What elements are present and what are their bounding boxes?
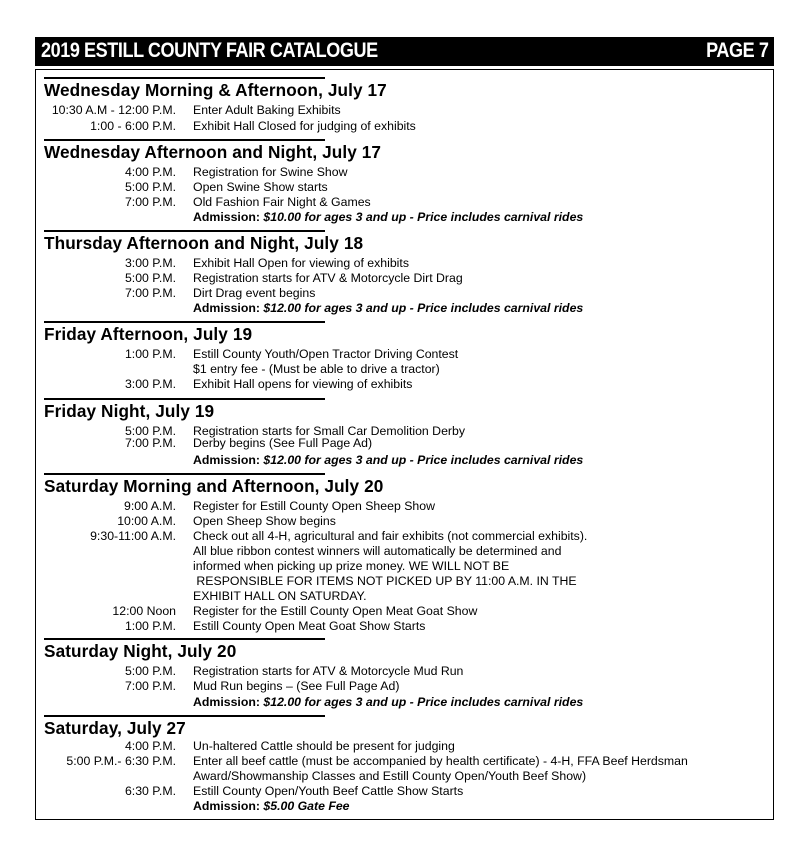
row-description: Estill County Youth/Open Tractor Driving Contest [193,347,459,361]
admission-label: Admission: [193,799,260,813]
admission-label: Admission: [193,453,260,467]
row-description: Old Fashion Fair Night & Games [193,195,371,209]
page-number: PAGE 7 [705,39,768,62]
row-time: 4:00 P.M. [124,165,176,179]
row-description: Open Swine Show starts [193,180,328,194]
section-divider [44,139,325,141]
row-description: Registration starts for Small Car Demolition Derby [193,424,465,438]
row-time: 3:00 P.M. [124,377,176,391]
row-description: Exhibit Hall opens for viewing of exhibits [193,377,413,391]
section-heading: Wednesday Morning & Afternoon, July 17 [44,80,387,100]
section-divider [44,715,325,717]
row-description: Check out all 4-H, agricultural and fair exhibits (not commercial exhibits). [193,529,588,543]
row-description: Un-haltered Cattle should be present for judging [193,739,455,753]
row-description: RESPONSIBLE FOR ITEMS NOT PICKED UP BY 11:00 A.M. IN THE [193,574,577,588]
row-description: Estill County Open Meat Goat Show Starts [193,619,426,633]
section-heading: Saturday Morning and Afternoon, July 20 [44,476,384,496]
row-description: Award/Showmanship Classes and Estill County Open/Youth Beef Show) [193,769,587,783]
row-description: informed when picking up prize money. WE WILL NOT BE [193,559,510,573]
row-time: 5:00 P.M. [124,424,176,438]
section-divider [44,473,325,475]
section-divider [44,321,325,323]
row-description: All blue ribbon contest winners will automatically be determined and [193,544,562,558]
row-description: EXHIBIT HALL ON SATURDAY. [193,589,367,603]
section-divider [44,230,325,232]
row-time: 6:30 P.M. [124,784,176,798]
row-description: Exhibit Hall Open for viewing of exhibits [193,256,409,270]
admission-label: Admission: [193,210,260,224]
admission-price: $10.00 for ages 3 and up - Price includes carnival rides [263,210,584,224]
row-description: Derby begins (See Full Page Ad) [193,436,373,450]
section-divider [44,77,325,79]
row-time: 7:00 P.M. [124,679,176,693]
admission-price: $12.00 for ages 3 and up - Price includes carnival rides [263,453,584,467]
row-time: 5:00 P.M.- 6:30 P.M. [66,754,176,768]
admission-label: Admission: [193,301,260,315]
section-heading: Friday Night, July 19 [44,401,215,421]
row-time: 5:00 P.M. [124,664,176,678]
row-time: 1:00 - 6:00 P.M. [90,119,176,133]
row-time: 9:00 A.M. [124,499,176,513]
row-time: 1:00 P.M. [124,619,176,633]
admission-price: $5.00 Gate Fee [263,799,350,813]
row-description: Exhibit Hall Closed for judging of exhibits [193,119,416,133]
row-description: Registration for Swine Show [193,165,348,179]
row-description: Enter Adult Baking Exhibits [193,103,341,117]
row-description: Open Sheep Show begins [193,514,336,528]
row-time: 5:00 P.M. [124,180,176,194]
catalogue-title: 2019 ESTILL COUNTY FAIR CATALOGUE [41,39,378,62]
row-description: Registration starts for ATV & Motorcycle Mud Run [193,664,464,678]
row-time: 7:00 P.M. [124,436,176,450]
row-description: Register for the Estill County Open Meat Goat Show [193,604,478,618]
admission-price: $12.00 for ages 3 and up - Price includes carnival rides [263,301,584,315]
header-bar [35,37,774,66]
section-heading: Thursday Afternoon and Night, July 18 [44,233,364,253]
row-time: 3:00 P.M. [124,256,176,270]
row-description: Mud Run begins – (See Full Page Ad) [193,679,400,693]
admission-price: $12.00 for ages 3 and up - Price includes carnival rides [263,695,584,709]
row-time: 7:00 P.M. [124,195,176,209]
section-heading: Friday Afternoon, July 19 [44,324,253,344]
row-description: Dirt Drag event begins [193,286,316,300]
row-time: 1:00 P.M. [124,347,176,361]
row-description: Enter all beef cattle (must be accompanied by health certificate) - 4-H, FFA Beef Herdsman [193,754,688,768]
section-heading: Saturday, July 27 [44,718,186,738]
row-time: 10:30 A.M - 12:00 P.M. [51,103,176,117]
row-time: 12:00 Noon [112,604,176,618]
section-divider [44,638,325,640]
row-time: 7:00 P.M. [124,286,176,300]
row-time: 9:30-11:00 A.M. [90,529,176,543]
admission-label: Admission: [193,695,260,709]
section-divider [44,398,325,400]
section-heading: Wednesday Afternoon and Night, July 17 [44,142,382,162]
row-time: 5:00 P.M. [124,271,176,285]
row-time: 10:00 A.M. [117,514,176,528]
row-description: $1 entry fee - (Must be able to drive a tractor) [193,362,440,376]
row-description: Register for Estill County Open Sheep Show [193,499,435,513]
row-time: 4:00 P.M. [124,739,176,753]
row-description: Registration starts for ATV & Motorcycle Dirt Drag [193,271,463,285]
section-heading: Saturday Night, July 20 [44,641,237,661]
schedule-frame [35,69,774,820]
row-description: Estill County Open/Youth Beef Cattle Show Starts [193,784,464,798]
